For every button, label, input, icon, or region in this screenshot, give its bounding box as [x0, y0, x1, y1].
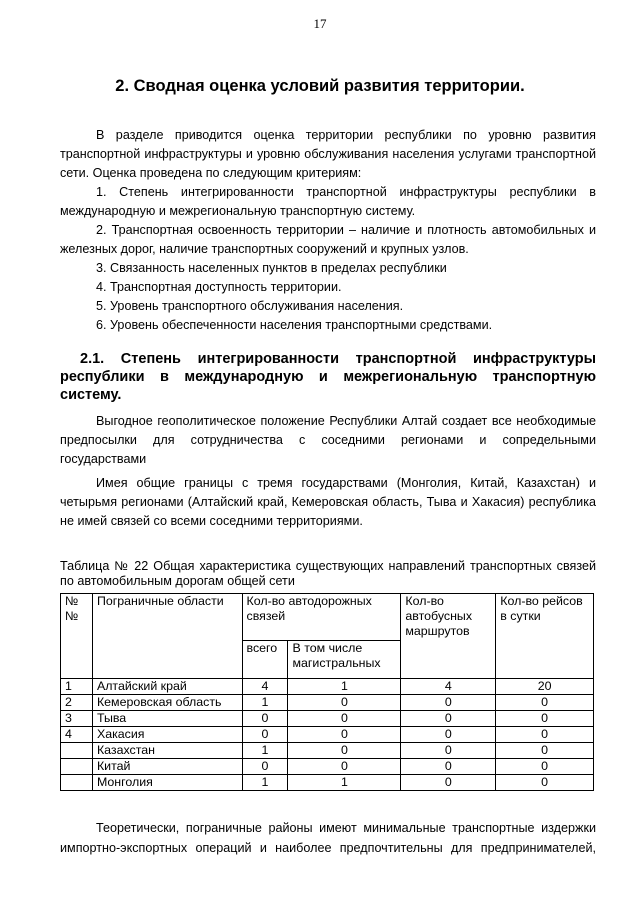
cell-main: 0: [288, 743, 401, 759]
cell-main: 1: [288, 679, 401, 695]
conclusion-paragraph: [60, 818, 596, 858]
cell-trips: 0: [496, 711, 594, 727]
cell-bus: 4: [401, 679, 496, 695]
criterion-2-line-2: железных дорог, наличие транспортных сооружений и крупных узлов.: [60, 242, 469, 256]
cell-total: 1: [242, 743, 288, 759]
intro-line-2: транспортной инфраструктуры и уровню обслуживания населения услугами транспортной: [60, 147, 596, 161]
table-row: [61, 743, 594, 759]
cell-total: 0: [242, 759, 288, 775]
cell-total: 4: [242, 679, 288, 695]
header-num: №№: [61, 594, 93, 679]
conclusion-line-1: Теоретически, пограничные районы имеют минимальные транспортные издержки: [96, 821, 596, 835]
caption-line-2: по автомобильным дорогам общей сети: [60, 574, 295, 588]
cell-total: 1: [242, 695, 288, 711]
criterion-3: 3. Связанность населенных пунктов в пределах республики: [96, 261, 447, 275]
cell-trips: 0: [496, 743, 594, 759]
cell-num: [61, 743, 93, 759]
transport-links-table: [60, 593, 594, 791]
para2-line-1: Имея общие границы с тремя государствами (Монголия, Китай, Казахстан) и: [96, 476, 596, 490]
geopolitics-paragraph: [60, 412, 596, 469]
cell-region: Кемеровская область: [92, 695, 242, 711]
table-row: [61, 695, 594, 711]
cell-total: 0: [242, 711, 288, 727]
cell-total: 1: [242, 775, 288, 791]
criterion-1-line-2: международную и межрегиональную транспортную систему.: [60, 204, 416, 218]
intro-line-3: сети. Оценка проведена по следующим критериям:: [60, 166, 362, 180]
para1-line-1: Выгодное геополитическое положение Республики Алтай создает все необходимые: [96, 414, 596, 428]
cell-main: 0: [288, 695, 401, 711]
cell-trips: 0: [496, 727, 594, 743]
page-number: 17: [313, 16, 327, 31]
criterion-2-line-1: 2. Транспортная освоенность территории – наличие и плотность автомобильных и: [96, 223, 596, 237]
cell-trips: 0: [496, 695, 594, 711]
cell-trips: 0: [496, 759, 594, 775]
cell-num: [61, 759, 93, 775]
conclusion-line-2: импортно-экспортных операций и наиболее предпочтительны для предпринимателей,: [60, 841, 596, 855]
table-row: [61, 711, 594, 727]
criterion-4: 4. Транспортная доступность территории.: [96, 280, 342, 294]
subheading-line-1: 2.1. Степень интегрированности транспортной инфраструктуры: [80, 351, 596, 367]
subheading-line-3: систему.: [60, 387, 122, 403]
cell-region: Китай: [92, 759, 242, 775]
cell-bus: 0: [401, 727, 496, 743]
cell-region: Монголия: [92, 775, 242, 791]
cell-main: 0: [288, 711, 401, 727]
cell-region: Хакасия: [92, 727, 242, 743]
cell-trips: 0: [496, 775, 594, 791]
cell-bus: 0: [401, 743, 496, 759]
cell-bus: 0: [401, 759, 496, 775]
header-road-links: Кол-во автодорожных связей: [242, 594, 401, 641]
cell-main: 0: [288, 759, 401, 775]
table-row: [61, 727, 594, 743]
table-caption: [60, 559, 596, 589]
cell-num: 4: [61, 727, 93, 743]
cell-main: 1: [288, 775, 401, 791]
cell-bus: 0: [401, 695, 496, 711]
subheading-line-2: республики в международную и межрегиональную транспортную: [60, 369, 596, 385]
header-total: всего: [242, 641, 288, 679]
subsection-heading: [60, 350, 596, 404]
caption-line-1: Таблица № 22 Общая характеристика существующих направлений транспортных связей: [60, 559, 596, 573]
cell-num: 3: [61, 711, 93, 727]
criterion-6: 6. Уровень обеспеченности населения транспортными средствами.: [96, 318, 493, 332]
table-row: [61, 775, 594, 791]
cell-num: 2: [61, 695, 93, 711]
header-region: Пограничные области: [92, 594, 242, 679]
para2-line-3: не имей связей со всеми соседними территориями.: [60, 514, 363, 528]
cell-bus: 0: [401, 775, 496, 791]
section-heading: 2. Сводная оценка условий развития территории.: [115, 77, 525, 95]
para1-line-3: государствами: [60, 452, 147, 466]
intro-line-1: В разделе приводится оценка территории республики по уровню развития: [96, 128, 596, 142]
cell-trips: 20: [496, 679, 594, 695]
cell-num: [61, 775, 93, 791]
cell-total: 0: [242, 727, 288, 743]
header-trips-per-day: Кол-во рейсов в сутки: [496, 594, 594, 679]
table-row: [61, 759, 594, 775]
cell-region: Тыва: [92, 711, 242, 727]
table-row: [61, 679, 594, 695]
intro-block: [60, 126, 596, 335]
cell-bus: 0: [401, 711, 496, 727]
cell-region: Казахстан: [92, 743, 242, 759]
cell-main: 0: [288, 727, 401, 743]
cell-num: 1: [61, 679, 93, 695]
header-main-roads: В том числе магистральных: [288, 641, 401, 679]
cell-region: Алтайский край: [92, 679, 242, 695]
para2-line-2: четырьмя регионами (Алтайский край, Кемеровская область, Тыва и Хакасия) республика: [60, 495, 596, 509]
criterion-5: 5. Уровень транспортного обслуживания населения.: [96, 299, 404, 313]
table-header-row: [61, 594, 594, 641]
criterion-1-line-1: 1. Степень интегрированности транспортной инфраструктуры республики в: [96, 185, 596, 199]
para1-line-2: предпосылки для сотрудничества с соседними регионами и сопредельными: [60, 433, 596, 447]
borders-paragraph: [60, 474, 596, 531]
header-bus-routes: Кол-во автобусных маршрутов: [401, 594, 496, 679]
